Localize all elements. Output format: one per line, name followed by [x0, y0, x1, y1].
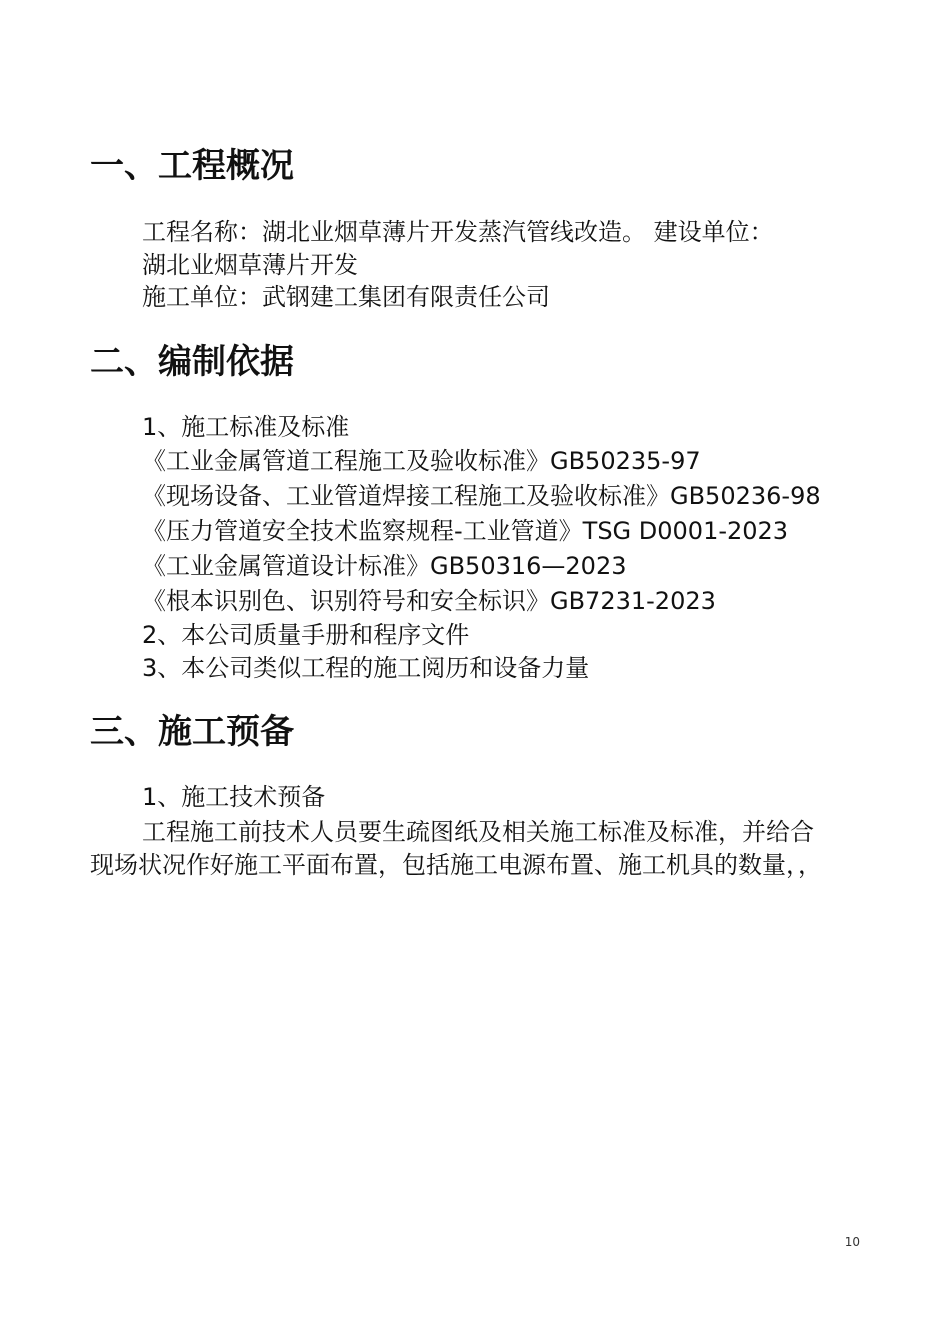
contractor-line: 施工单位：武钢建工集团有限责任公司 — [142, 283, 550, 311]
section-heading-overview: 一、工程概况 — [90, 146, 294, 186]
prep-paragraph-line-2: 现场状况作好施工平面布置，包括施工电源布置、施工机具的数量，， — [90, 851, 822, 879]
prep-paragraph-line-1: 工程施工前技术人员要生疏图纸及相关施工标准及标准，并给合 — [142, 818, 814, 846]
standard-gb50316: 《工业金属管道设计标准》GB50316—2023 — [142, 552, 627, 580]
section-heading-preparation: 三、施工预备 — [90, 712, 294, 752]
page-number: 10 — [844, 1235, 860, 1249]
basis-item-quality-manual: 2、本公司质量手册和程序文件 — [142, 621, 470, 649]
project-name-line: 工程名称：湖北业烟草薄片开发蒸汽管线改造。 建设单位： — [142, 218, 774, 246]
builder-name-line: 湖北业烟草薄片开发 — [142, 251, 358, 279]
prep-item-technical: 1、施工技术预备 — [142, 783, 326, 811]
basis-item-standards: 1、施工标准及标准 — [142, 413, 350, 441]
standard-gb7231: 《根本识别色、识别符号和安全标识》GB7231-2023 — [142, 587, 716, 615]
basis-item-experience: 3、本公司类似工程的施工阅历和设备力量 — [142, 654, 590, 682]
standard-gb50235: 《工业金属管道工程施工及验收标准》GB50235-97 — [142, 447, 701, 475]
standard-gb50236: 《现场设备、工业管道焊接工程施工及验收标准》GB50236-98 — [142, 482, 821, 510]
section-heading-basis: 二、编制依据 — [90, 342, 294, 382]
standard-tsg-d0001: 《压力管道安全技术监察规程-工业管道》TSG D0001-2023 — [142, 517, 789, 545]
